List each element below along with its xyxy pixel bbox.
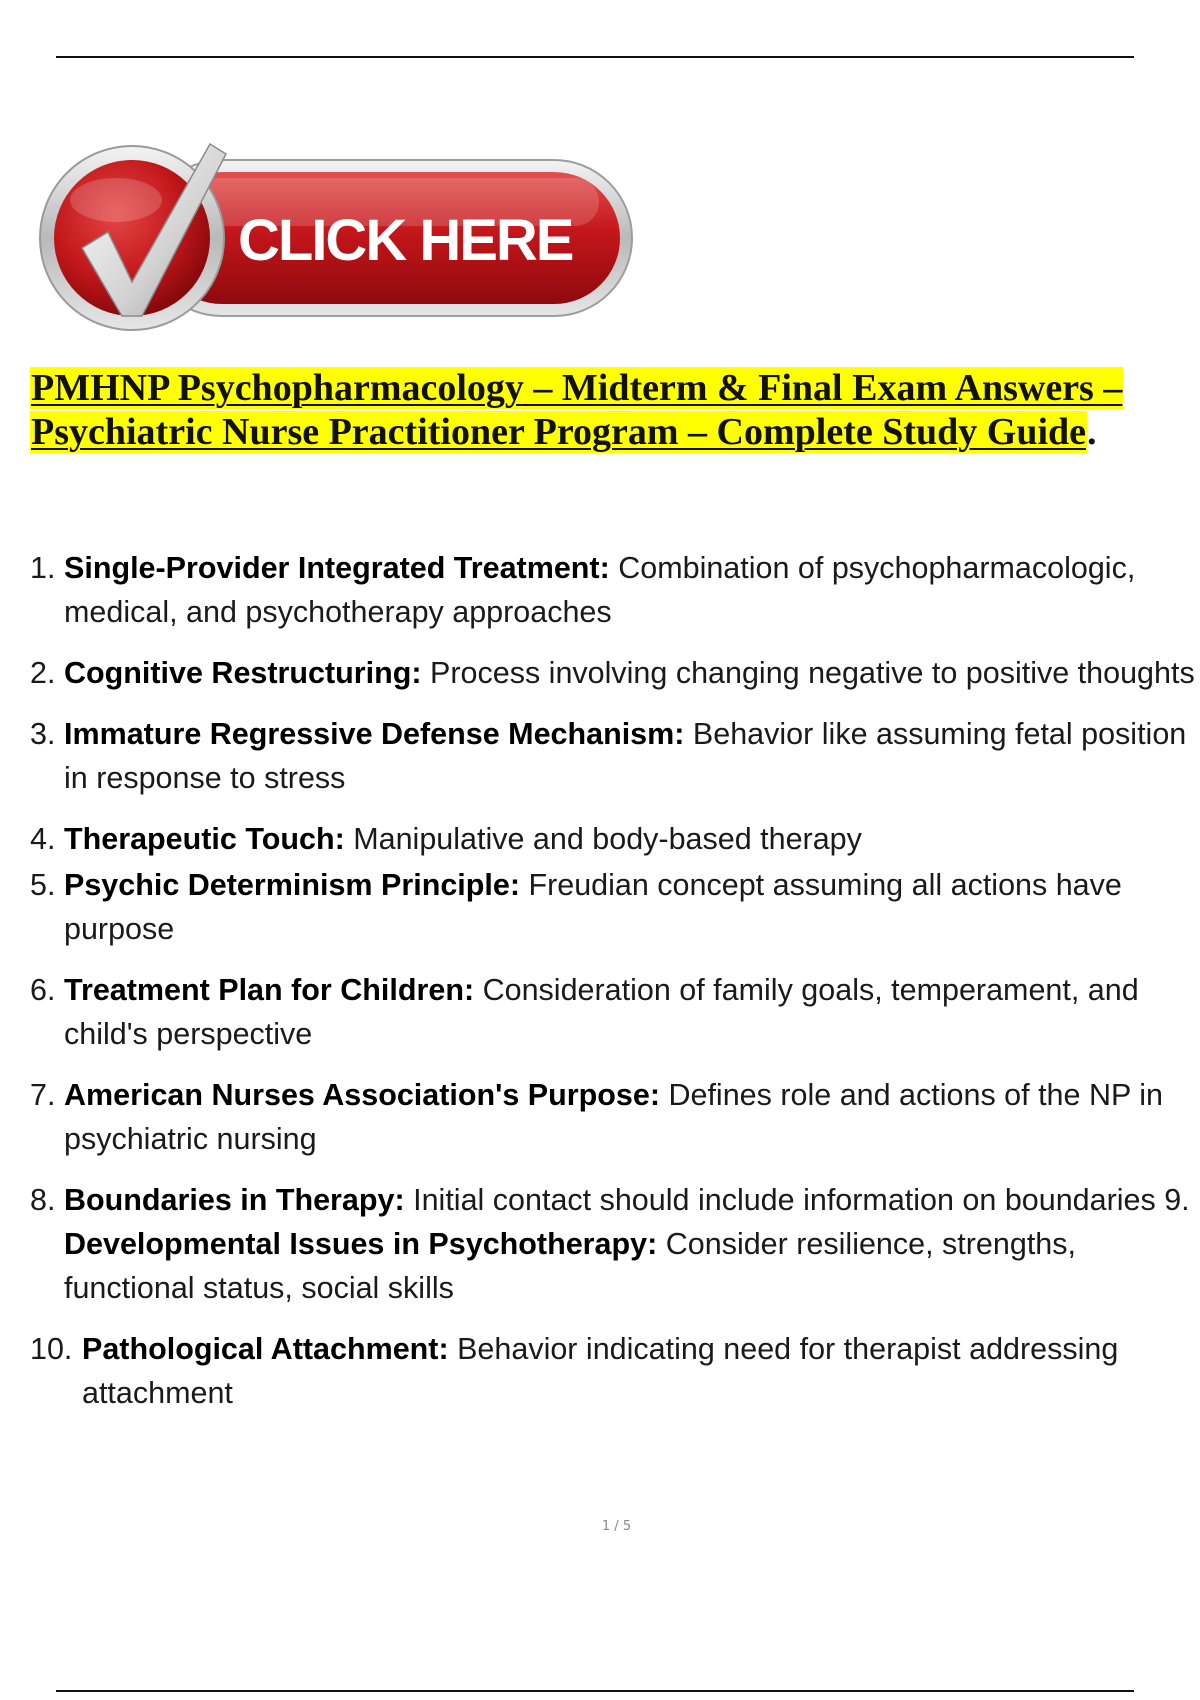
item-number: 2. bbox=[30, 656, 56, 690]
item-definition: Behavior indicating need for therapist addressing attachment bbox=[82, 1332, 1119, 1410]
bottom-rule bbox=[56, 1690, 1134, 1692]
list-item bbox=[30, 863, 1195, 951]
item-term: Psychic Determinism Principle: bbox=[64, 868, 520, 902]
item-term: Boundaries in Therapy: bbox=[64, 1183, 405, 1217]
item-number: 8. bbox=[30, 1183, 56, 1217]
item-term: Single-Provider Integrated Treatment: bbox=[64, 551, 610, 585]
title-trailing-period: . bbox=[1087, 411, 1097, 453]
list-item bbox=[30, 817, 1195, 861]
item-definition: Behavior like assuming fetal position in response to stress bbox=[64, 717, 1187, 795]
study-guide-list bbox=[30, 546, 1195, 1415]
item-term: Cognitive Restructuring: bbox=[64, 656, 422, 690]
title-line-2: Psychiatric Nurse Practitioner Program – Complete Study Guide bbox=[31, 411, 1087, 453]
item-definition: Process involving changing negative to positive thoughts bbox=[421, 656, 1195, 690]
list-item bbox=[30, 1073, 1195, 1161]
item-term: American Nurses Association's Purpose: bbox=[64, 1078, 660, 1112]
list-item bbox=[30, 1178, 1195, 1310]
item-number: 3. bbox=[30, 717, 56, 751]
item-definition: Initial contact should include information on boundaries 9. bbox=[404, 1183, 1190, 1217]
item-term: Developmental Issues in Psychotherapy: bbox=[64, 1227, 658, 1261]
page-indicator: 1 / 5 bbox=[601, 1519, 632, 1534]
item-definition: Freudian concept assuming all actions have purpose bbox=[64, 868, 1122, 946]
item-definition: Defines role and actions of the NP in psychiatric nursing bbox=[64, 1078, 1163, 1156]
item-term: Immature Regressive Defense Mechanism: bbox=[64, 717, 685, 751]
list-item bbox=[30, 546, 1195, 634]
item-number: 6. bbox=[30, 973, 56, 1007]
document-title bbox=[30, 366, 1190, 454]
item-number: 7. bbox=[30, 1078, 56, 1112]
item-definition: Manipulative and body-based therapy bbox=[344, 822, 862, 856]
list-item bbox=[30, 712, 1195, 800]
item-number: 4. bbox=[30, 822, 56, 856]
item-definition: Combination of psychopharmacologic, medical, and psychotherapy approaches bbox=[64, 551, 1136, 629]
item-term: Treatment Plan for Children: bbox=[64, 973, 475, 1007]
item-term: Pathological Attachment: bbox=[82, 1332, 449, 1366]
list-item bbox=[30, 1327, 1195, 1415]
title-line-1: PMHNP Psychopharmacology – Midterm & Final Exam Answers – bbox=[31, 367, 1123, 409]
item-number: 10. bbox=[30, 1332, 73, 1366]
click-here-button[interactable] bbox=[34, 140, 634, 340]
top-rule bbox=[56, 56, 1134, 58]
item-definition: Consideration of family goals, temperament, and child's perspective bbox=[64, 973, 1139, 1051]
list-item bbox=[30, 968, 1195, 1056]
click-here-label: CLICK HERE bbox=[238, 208, 573, 273]
item-number: 5. bbox=[30, 868, 56, 902]
list-item bbox=[30, 651, 1195, 695]
item-definition: Consider resilience, strengths, functional status, social skills bbox=[64, 1227, 1076, 1305]
item-term: Therapeutic Touch: bbox=[64, 822, 345, 856]
item-number: 1. bbox=[30, 551, 56, 585]
